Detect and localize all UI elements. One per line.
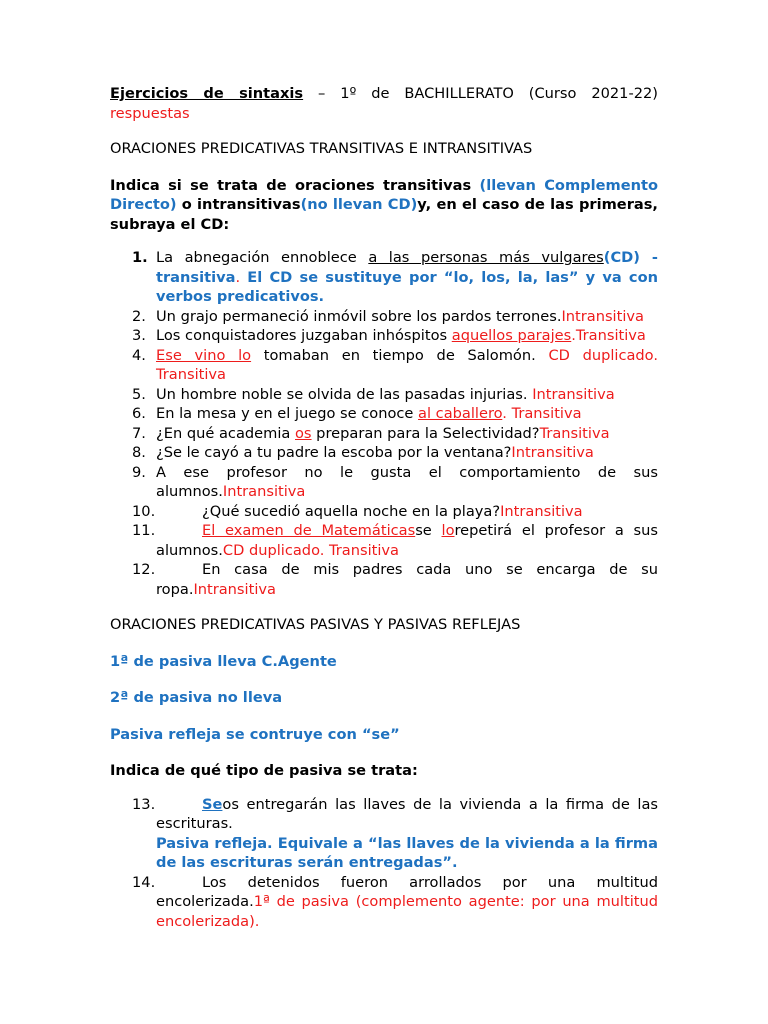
section2-instructions: Indica de qué tipo de pasiva se trata:: [110, 762, 418, 779]
list-item: 14. Los detenidos fueron arrollados por una multitud encolerizada.1ª de pasiva (complemento agente: por una multitud encolerizada).: [132, 873, 658, 930]
list-item: 11. El examen de Matemáticasse lorepetirá el profesor a sus alumnos.CD duplicado. Transitiva: [132, 522, 658, 559]
list-item: 9. A ese profesor no le gusta el comportamiento de sus alumnos.Intransitiva: [132, 463, 658, 500]
list-item: 2. Un grajo permaneció inmóvil sobre los pardos terrones.Intransitiva: [132, 307, 644, 325]
list-item: 8. ¿Se le cayó a tu padre la escoba por la ventana?Intransitiva: [132, 444, 594, 461]
section1-instructions: Indica si se trata de oraciones transitivas (llevan Complemento Directo) o intransitivas(no llevan CD)y, en el caso de las primeras, subraya el CD:: [110, 176, 658, 233]
note-second-passive: 2ª de pasiva no lleva: [110, 689, 283, 706]
document-header: [110, 84, 658, 123]
list-item: 13. Seos entregarán las llaves de la vivienda a la firma de las escrituras. Pasiva refleja. Equivale a “las llaves de la vivienda a la firma de las escrituras serán entregadas”.: [132, 795, 658, 871]
note-reflexive-passive: Pasiva refleja se contruye con “se”: [110, 725, 400, 743]
section1-heading: ORACIONES PREDICATIVAS TRANSITIVAS E INTRANSITIVAS: [110, 140, 533, 157]
document-page: [110, 84, 658, 931]
note-first-passive: 1ª de pasiva lleva C.Agente: [110, 652, 337, 670]
passive-exercise-list: [110, 795, 658, 932]
list-item: 4. Ese vino lo tomaban en tiempo de Salomón. CD duplicado. Transitiva: [132, 346, 658, 383]
list-item: 6. En la mesa y en el juego se conoce al caballero. Transitiva: [132, 405, 582, 422]
list-item: 7. ¿En qué academia os preparan para la Selectividad?Transitiva: [132, 424, 610, 442]
list-item: 1. La abnegación ennoblece a las personas más vulgares(CD) - transitiva. El CD se sustituye por “lo, los, la, las” y va con verbos predicativos.: [132, 249, 658, 305]
section2-heading: ORACIONES PREDICATIVAS PASIVAS Y PASIVAS REFLEJAS: [110, 616, 521, 633]
list-item: 12. En casa de mis padres cada uno se encarga de su ropa.Intransitiva: [132, 561, 658, 598]
transitive-exercise-list: [110, 248, 658, 599]
answers-label: respuestas: [110, 104, 190, 122]
list-item: 10. ¿Qué sucedió aquella noche en la playa?Intransitiva: [132, 502, 583, 520]
list-item: 3. Los conquistadores juzgaban inhóspitos aquellos parajes.Transitiva: [132, 327, 646, 344]
document-title: Ejercicios de sintaxis: [110, 85, 304, 102]
list-item: 5. Un hombre noble se olvida de las pasadas injurias. Intransitiva: [132, 385, 615, 403]
course-info: – 1º de BACHILLERATO (Curso 2021-22): [303, 85, 658, 102]
